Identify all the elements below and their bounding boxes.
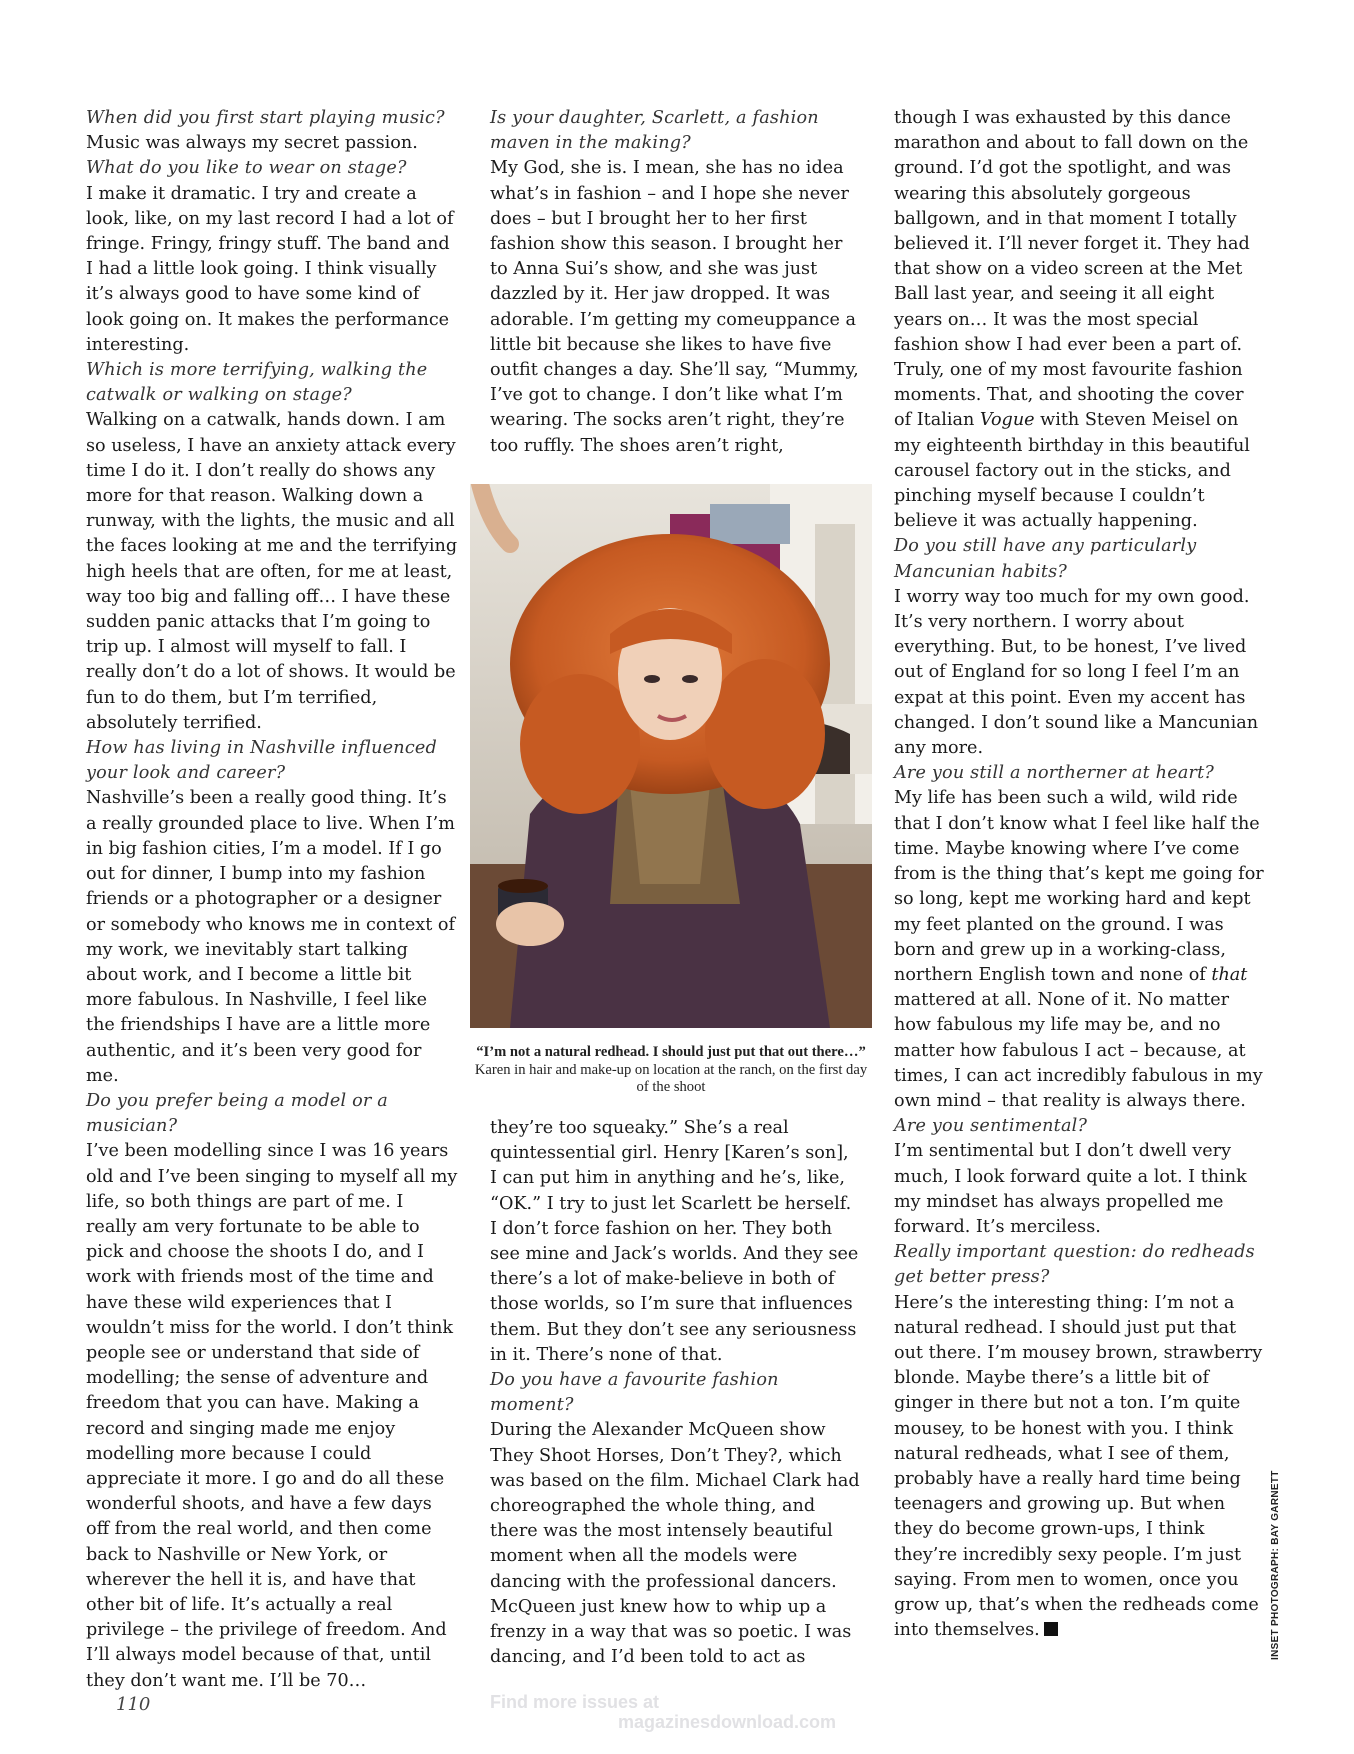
caption-quote: “I’m not a natural redhead. I should just put that out there…” — [476, 1044, 866, 1060]
question: Which is more terrifying, walking the catwalk or walking on stage? — [86, 360, 428, 406]
portrait-illustration — [470, 484, 872, 1028]
watermark-line-1: Find more issues at — [490, 1692, 660, 1712]
question: Do you have a favourite fashion moment? — [490, 1370, 779, 1416]
text-run: with Steven Meisel on my eighteenth birthday in this beautiful carousel factory out in the sticks, and pinching myself because I couldn’t believe it was actually happening. — [894, 410, 1250, 532]
article-column-3 — [894, 106, 1266, 1643]
answer: Music was always my secret passion. — [86, 133, 418, 154]
question: Is your daughter, Scarlett, a fashion maven in the making? — [490, 108, 819, 154]
answer: I worry way too much for my own good. It’s very northern. I worry about everything. But, to be honest, I’ve lived out of England for so long I feel I’m an expat at this point. Even my accent has changed. I don’t sound like a Mancunian any more. — [894, 586, 1259, 759]
magazine-title: Vogue — [979, 410, 1035, 431]
question: Really important question: do redheads get better press? — [894, 1242, 1255, 1288]
answer: Nashville’s been a really good thing. It’s a really grounded place to live. When I’m in big fashion cities, I’m a model. If I go out for dinner, I bump into my fashion friends or a photographer or a designer or somebody who knows me in context of my work, we inevitably start talking about work, and I become a little bit more fabulous. In Nashville, I feel like the friendships I have are a little more authentic, and it’s been very good for me. — [86, 788, 455, 1086]
question: How has living in Nashville influenced your look and career? — [86, 738, 437, 784]
article-column-2-bottom — [490, 1116, 860, 1670]
question: What do you like to wear on stage? — [86, 158, 407, 179]
article-column-2-top — [490, 106, 860, 459]
photo-caption — [470, 1044, 872, 1097]
answer-final — [894, 1291, 1266, 1644]
answer: I make it dramatic. I try and create a look, like, on my last record I had a lot of fringe. Fringy, fringy stuff. The band and I had a little look going. I think visually it’s always good to have some kind of look going on. It makes the performance interesting. — [86, 183, 454, 355]
watermark-line-2: magazinesdownload.com — [618, 1712, 837, 1732]
answer: My God, she is. I mean, she has no idea what’s in fashion – and I hope she never does – but I brought her to her first fashion show this season. I brought her to Anna Sui’s show, and she was just dazzled by it. Her jaw dropped. It was adorable. I’m getting my comeuppance a little bit because she likes to have five outfit changes a day. She’ll say, “Mummy, I’ve got to change. I don’t like what I’m wearing. The socks aren’t right, they’re too ruffly. The shoes aren’t right, — [490, 158, 859, 456]
answer-continued: they’re too squeaky.” She’s a real quintessential girl. Henry [Karen’s son], I can put him in anything and he’s, like, “OK.” I try to just let Scarlett be herself. I don’t force fashion on her. They both see mine and Jack’s worlds. And they see there’s a lot of make-believe in both of those worlds, so I’m sure that influences them. But they don’t see any seriousness in it. There’s none of that. — [490, 1118, 859, 1365]
question: Are you sentimental? — [894, 1116, 1088, 1137]
question: Do you prefer being a model or a musician? — [86, 1090, 388, 1137]
question: Do you still have any particularly Mancunian habits? — [894, 536, 1197, 582]
answer: I’m sentimental but I don’t dwell very much, I look forward quite a lot. I think my mindset has always propelled me forward. It’s merciless. — [894, 1141, 1247, 1237]
answer: Walking on a catwalk, hands down. I am so useless, I have an anxiety attack every time I do it. I don’t really do shows any more for that reason. Walking down a runway, with the lights, the music and all the faces looking at me and the terrifying high heels that are often, for me at least, way too big and falling off… I have these sudden panic attacks that I’m going to trip up. I almost will myself to fall. I really don’t do a lot of shows. It would be fun to do them, but I’m terrified, absolutely terrified. — [86, 410, 458, 733]
text-run: though I was exhausted by this dance marathon and about to fall down on the ground. I’d got the spotlight, and was wearing this absolutely gorgeous ballgown, and in that moment I totally believed it. I’ll never forget it. They had that show on a video screen at the Met Ball last year, and seeing it all eight years on… It was the most special fashion show I had ever been a part of. Truly, one of my most favourite fashion moments. That, and shooting the cover of Italian — [894, 108, 1250, 431]
caption-text: Karen in hair and make-up on location at the ranch, on the first day of the shoot — [474, 1061, 868, 1095]
question: Are you still a northerner at heart? — [894, 763, 1215, 784]
emphasis: that — [1211, 964, 1248, 985]
answer: During the Alexander McQueen show They Shoot Horses, Don’t They?, which was based on the film. Michael Clark had choreographed the whole thing, and there was the most intensely beautiful moment when all the models were dancing with the professional dancers. McQueen just knew how to whip up a frenzy in a way that was so poetic. I was dancing, and I’d been told to act as — [490, 1420, 860, 1668]
answer — [894, 786, 1266, 1114]
end-mark-icon — [1044, 1622, 1058, 1636]
article-column-1 — [86, 106, 458, 1694]
answer: I’ve been modelling since I was 16 years old and I’ve been singing to myself all my life, so both things are part of me. I really am very fortunate to be able to pick and choose the shoots I do, and I work with friends most of the time and have these wild experiences that I wouldn’t miss for the world. I don’t think people see or understand that side of modelling; the sense of adventure and freedom that you can have. Making a record and singing made me enjoy modelling more because I could appreciate it more. I go and do all these wonderful shoots, and have a few days off from the real world, and then come back to Nashville or New York, or wherever the hell it is, and have that other bit of life. It’s actually a real privilege – the privilege of freedom. And I’ll always model because of that, until they don’t want me. I’ll be 70… — [86, 1141, 458, 1691]
photo-credit: INSET PHOTOGRAPH: BAY GARNETT — [1270, 1470, 1281, 1660]
text-run: My life has been such a wild, wild ride that I don’t know what I feel like half the time. Maybe knowing where I’ve come from is the thing that’s kept me going for so long, kept me working hard and kept my feet planted on the ground. I was born and grew up in a working-class, northern English town and none of — [894, 788, 1264, 985]
inset-photograph — [470, 484, 872, 1028]
answer-continued — [894, 106, 1266, 534]
question: When did you first start playing music? — [86, 108, 445, 128]
page-number: 110 — [116, 1694, 151, 1715]
text-run: Here’s the interesting thing: I’m not a natural redhead. I should just put that out there. I’m mousey brown, strawberry blonde. Maybe there’s a little bit of ginger in there but not a ton. I’m quite mousey, to be honest with you. I think natural redheads, what I see of them, probably have a really hard time being teenagers and growing up. But when they do become grown-ups, I think they’re incredibly sexy people. I’m just saying. From men to women, once you grow up, that’s when the redheads come into themselves. — [894, 1292, 1263, 1641]
watermark — [490, 1692, 836, 1732]
text-run: mattered at all. None of it. No matter how fabulous my life may be, and no matter how fabulous I act – because, at times, I can act incredibly fabulous in my own mind – that reality is always there. — [894, 990, 1263, 1111]
